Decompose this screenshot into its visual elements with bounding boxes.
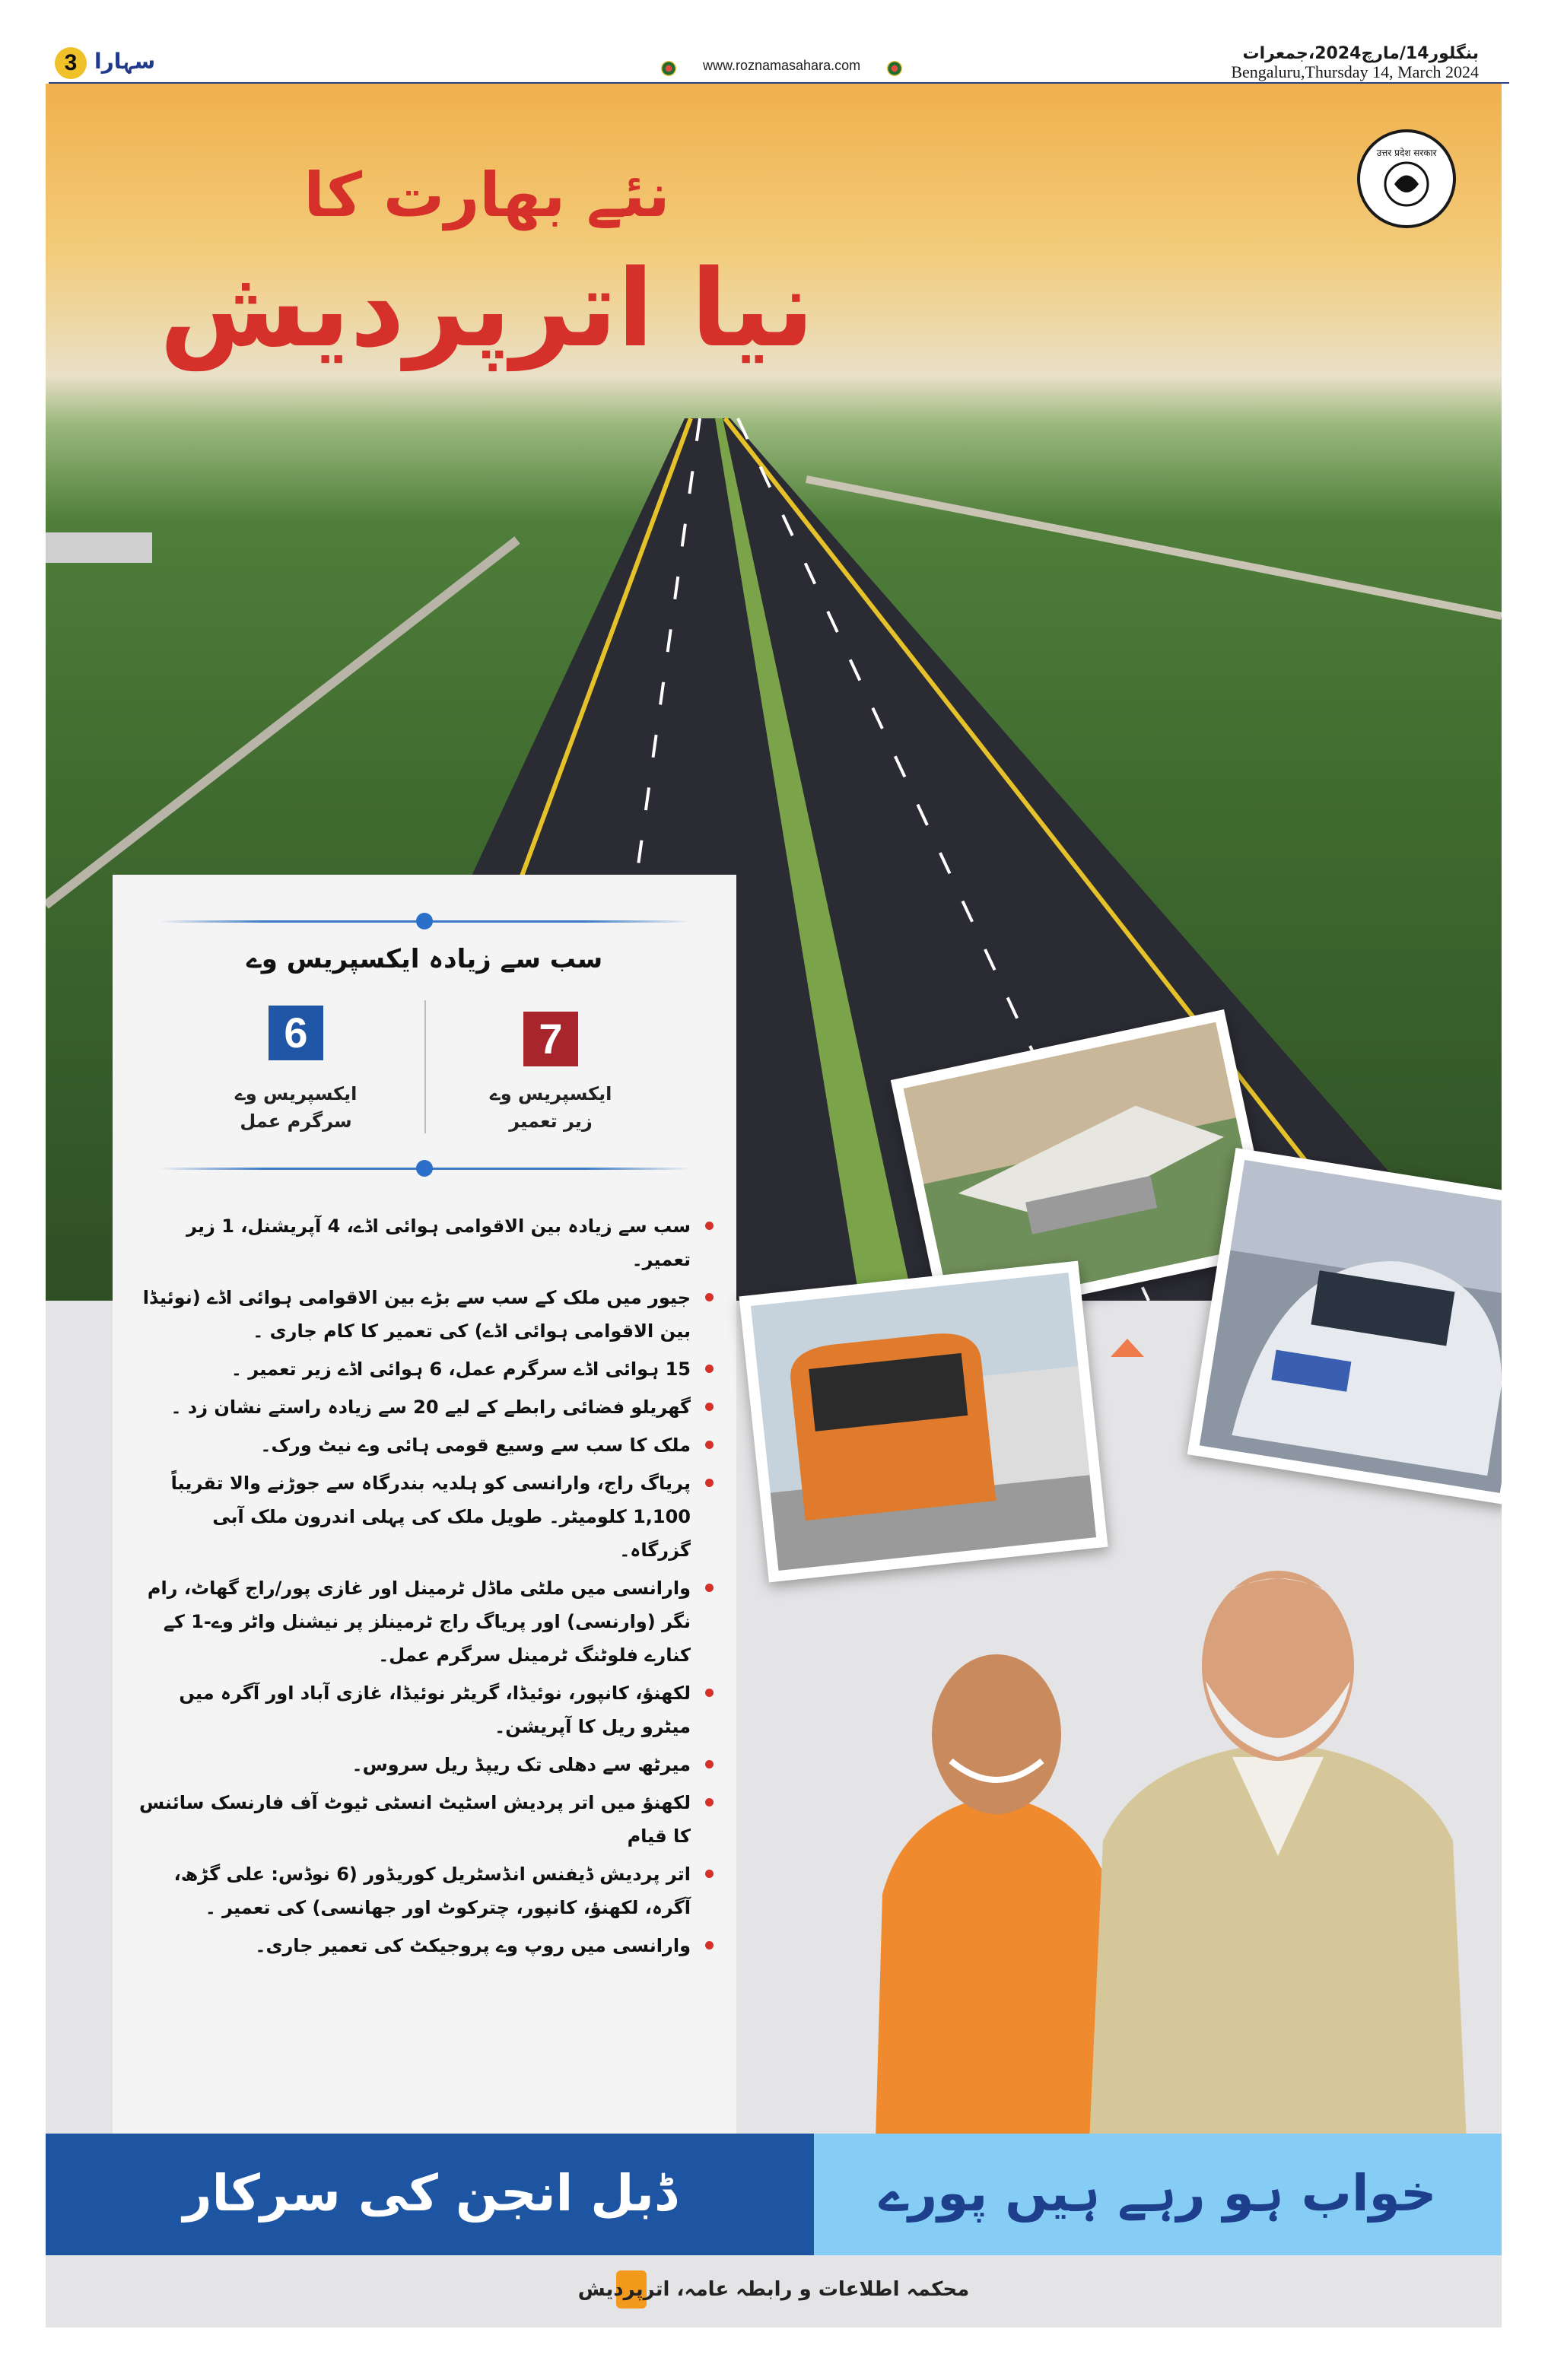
metro-train-photo xyxy=(739,1261,1108,1583)
banner-right-text: خواب ہو رہے ہیں پورے xyxy=(879,2164,1437,2223)
list-item: وارانسی میں ملٹی ماڈل ٹرمینل اور غازی پور/راج گھاٹ، رام نگر (وارنسی) اور پریاگ راج ٹرمینلز پر نیشنل واٹر وے-1 کے کنارے فلوٹنگ ٹرمینل سرگرم عمل۔ xyxy=(135,1571,714,1672)
banner-left-text: ڈبل انجن کی سرکار xyxy=(183,2164,677,2223)
masthead-logo: سہارا xyxy=(94,49,156,74)
date-urdu: بنگلور14/مارچ2024،جمعرات xyxy=(1242,44,1479,63)
leader-portrait-beige xyxy=(1080,1552,1476,2175)
list-item: میرٹھ سے دھلی تک ریپڈ ریل سروس۔ xyxy=(135,1748,714,1781)
box-heading: سب سے زیادہ ایکسپریس وے xyxy=(246,944,603,974)
list-item: ملک کا سب سے وسیع قومی ہائی وے نیٹ ورک۔ xyxy=(135,1428,714,1462)
date-english: Bengaluru,Thursday 14, March 2024 xyxy=(1231,62,1479,81)
divider-dot xyxy=(416,1160,433,1177)
rapid-rail-photo xyxy=(1187,1148,1502,1505)
stat-number-operational: 6 xyxy=(269,1006,323,1060)
list-item: پریاگ راج، وارانسی کو ہلدیہ بندرگاہ سے جوڑنے والا تقریباً 1,100 کلومیٹر۔ طویل ملک کی پہلی اندرون ملک آبی گزرگاہ۔ xyxy=(135,1466,714,1567)
stat-label-operational: ایکسپریس وے سرگرم عمل xyxy=(234,1083,358,1132)
divider-dot xyxy=(416,913,433,929)
list-item: لکھنؤ، کانپور، نوئیڈا، گریٹر نوئیڈا، غازی آباد اور آگرہ میں میٹرو ریل کا آپریشن۔ xyxy=(135,1676,714,1743)
advertisement-panel xyxy=(46,84,1502,2328)
headline-line-2: نیا اترپردیش xyxy=(159,247,815,371)
list-item: 15 ہوائی اڈے سرگرم عمل، 6 ہوائی اڈے زیر تعمیر ۔ xyxy=(135,1352,714,1386)
banner-dreams xyxy=(814,2134,1502,2255)
list-item: جیور میں ملک کے سب سے بڑے بین الاقوامی ہوائی اڈے (نوئیڈا بین الاقوامی ہوائی اڈے) کی تعمیر کا کام جاری ۔ xyxy=(135,1281,714,1348)
infrastructure-info-box xyxy=(113,875,736,2149)
rosette-icon xyxy=(887,61,902,76)
page-number: 3 xyxy=(55,47,87,79)
list-item: اتر پردیش ڈیفنس انڈسٹریل کوریڈور (6 نوڈس: علی گڑھ، آگرہ، لکھنؤ، کانپور، چترکوٹ اور جھانسی) کی تعمیر ۔ xyxy=(135,1857,714,1924)
stat-separator xyxy=(424,1000,426,1133)
headline-line-1: نئے بھارت کا xyxy=(304,160,670,230)
up-government-emblem: उत्तर प्रदेश सरकार xyxy=(1357,129,1456,228)
list-item: وارانسی میں روپ وے پروجیکٹ کی تعمیر جاری۔ xyxy=(135,1929,714,1962)
list-item: سب سے زیادہ بین الاقوامی ہوائی اڈے، 4 آپریشنل، 1 زیر تعمیر۔ xyxy=(135,1209,714,1276)
website-url[interactable]: www.roznamasahara.com xyxy=(703,58,861,73)
ad-footer xyxy=(46,2255,1502,2328)
page-header xyxy=(49,44,1509,84)
decorative-triangle xyxy=(1111,1339,1144,1357)
issuer-text: محکمہ اطلاعات و رابطہ عامہ، اترپردیش xyxy=(577,2278,970,2301)
achievements-list xyxy=(135,1209,736,1967)
list-item: گھریلو فضائی رابطے کے لیے 20 سے زیادہ راستے نشان زد ۔ xyxy=(135,1390,714,1424)
list-item: لکھنؤ میں اتر پردیش اسٹیٹ انسٹی ٹیوٹ آف فارنسک سائنس کا قیام xyxy=(135,1786,714,1853)
stat-number-under-construction: 7 xyxy=(523,1012,578,1066)
banner-double-engine xyxy=(46,2134,814,2255)
rosette-icon xyxy=(661,61,676,76)
stat-label-under-construction: ایکسپریس وے زیر تعمیر xyxy=(489,1083,612,1132)
